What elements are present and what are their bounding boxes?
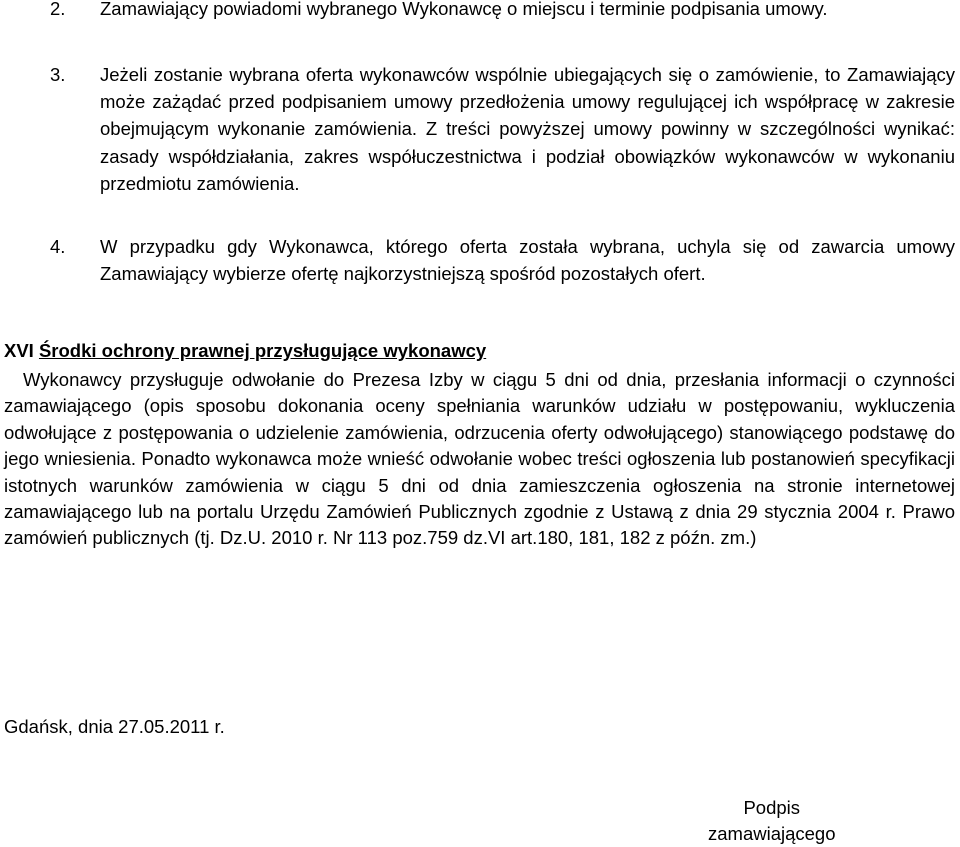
list-item-text: Jeżeli zostanie wybrana oferta wykonawców wspólnie ubiegających się o zamówienie, to Zamawiający może zażądać przed podpisaniem umowy przedłożenia umowy regulującej ich współpracę w zakresie obejmującym wykonanie zamówienia. Z treści powyższej umowy powinny w szczególności wynikać: zasady współdziałania, zakres współuczestnictwa i podział obowiązków wykonawców w wykonaniu przedmiotu zamówienia. bbox=[100, 64, 955, 194]
section-number: XVI bbox=[4, 340, 34, 361]
signature-line-2: zamawiającego bbox=[708, 823, 836, 844]
section-title: Środki ochrony prawnej przysługujące wykonawcy bbox=[38, 340, 487, 361]
list-item bbox=[50, 61, 955, 197]
list-item-number: 3. bbox=[50, 64, 66, 85]
section-paragraph: Wykonawcy przysługuje odwołanie do Prezesa Izby w ciągu 5 dni od dnia, przesłania informacji o czynności zamawiającego (opis sposobu dokonania oceny spełniania warunków udziału w postępowaniu, wykluczenia odwołujące z postępowania o udzielenie zamówienia, odrzucenia oferty odwołującego) stanowiącego podstawę do jego wniesienia. Ponadto wykonawca może wnieść odwołanie wobec treści ogłoszenia lub postanowień specyfikacji istotnych warunków zamówienia w ciągu 5 dni od dnia zamieszczenia ogłoszenia na stronie internetowej zamawiającego lub na portalu Urzędu Zamówień Publicznych zgodnie z Ustawą z dnia 29 stycznia 2004 r. Prawo zamówień publicznych (tj. Dz.U. 2010 r. Nr 113 poz.759 dz.VI art.180, 181, 182 z późn. zm.) bbox=[4, 369, 955, 549]
signature-block bbox=[708, 795, 836, 847]
list-item-number: 2. bbox=[50, 0, 66, 19]
list-item-number: 4. bbox=[50, 236, 66, 257]
signature-line-1: Podpis bbox=[743, 797, 801, 818]
list-item bbox=[50, 233, 955, 287]
list-item bbox=[50, 0, 955, 22]
list-item-text: W przypadku gdy Wykonawca, którego oferta została wybrana, uchyla się od zawarcia umowy Zamawiający wybierze ofertę najkorzystniejszą spośród pozostałych ofert. bbox=[100, 236, 955, 285]
place-date: Gdańsk, dnia 27.05.2011 r. bbox=[4, 716, 225, 737]
section-heading bbox=[4, 340, 486, 362]
list-item-text: Zamawiający powiadomi wybranego Wykonawcę o miejscu i terminie podpisania umowy. bbox=[100, 0, 828, 19]
